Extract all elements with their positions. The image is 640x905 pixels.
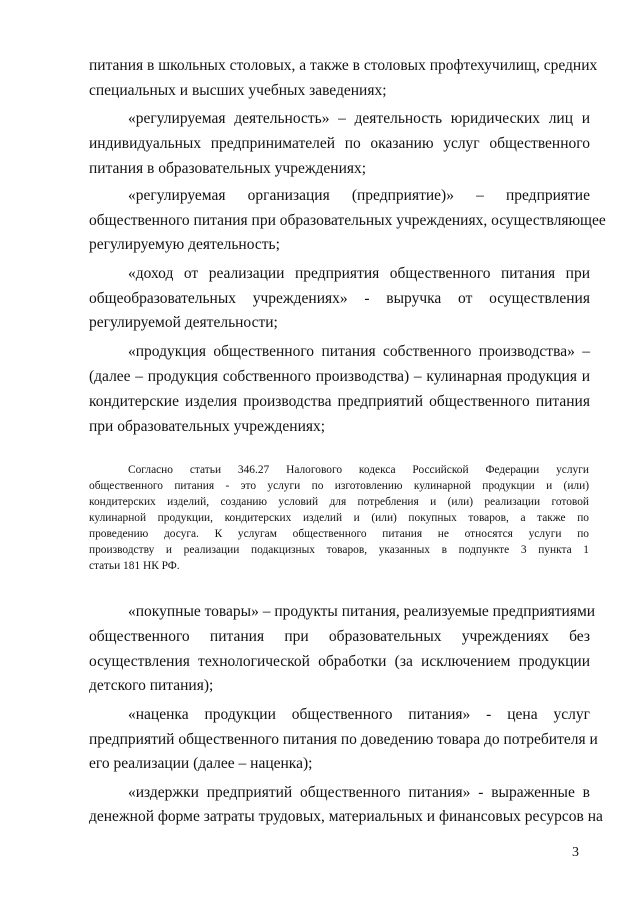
text-line: «регулируемая организация (предприятие)» – предприятие: [128, 187, 590, 204]
text-line: его реализации (далее – наценка);: [89, 755, 313, 772]
footnote-line: статьи 181 НК РФ.: [89, 560, 180, 572]
text-line: общественного питания при образовательных учреждениях, осуществляющее: [89, 212, 606, 229]
text-line: общеобразовательных учреждениях» - выручка от осуществления: [89, 290, 590, 307]
text-line: кондитерские изделия производства предприятий общественного питания: [89, 393, 590, 410]
text-line: (далее – продукция собственного производства) – кулинарная продукция и: [89, 368, 590, 385]
footnote-line: проведению досуга. К услугам общественного питания не относятся услуги по: [89, 528, 589, 540]
text-line: специальных и высших учебных заведениях;: [89, 82, 387, 99]
text-line: питания в образовательных учреждениях;: [89, 160, 367, 177]
text-line: при образовательных учреждениях;: [89, 418, 326, 435]
footnote-line: производству и реализации подакцизных товаров, указанных в подпункте 3 пункта 1: [89, 544, 589, 556]
text-line: «регулируемая деятельность» – деятельность юридических лиц и: [128, 110, 590, 127]
text-line: «издержки предприятий общественного питания» - выраженные в: [128, 784, 590, 801]
page-number: 3: [572, 845, 579, 860]
text-line: индивидуальных предпринимателей по оказанию услуг общественного: [89, 135, 590, 152]
text-line: «доход от реализации предприятия общественного питания при: [128, 265, 590, 282]
text-line: регулируемой деятельности;: [89, 314, 278, 331]
text-line: питания в школьных столовых, а также в столовых профтехучилищ, средних: [89, 57, 598, 74]
text-line: регулируемую деятельность;: [89, 236, 280, 253]
footnote-line: кондитерских изделий, созданию условий для потребления и (или) реализации готовой: [89, 496, 589, 508]
footnote-line: Согласно статьи 346.27 Налогового кодекса Российской Федерации услуги: [128, 464, 589, 476]
text-line: осуществления технологической обработки (за исключением продукции: [89, 653, 590, 670]
text-line: «продукция общественного питания собственного производства» –: [128, 343, 590, 360]
footnote-line: кулинарной продукции, кондитерских изделий и (или) покупных товаров, а также по: [89, 512, 589, 524]
text-line: детского питания);: [89, 677, 214, 694]
text-line: «наценка продукции общественного питания» - цена услуг: [128, 706, 590, 723]
text-line: общественного питания при образовательных учреждениях без: [89, 628, 590, 645]
text-line: денежной форме затраты трудовых, материальных и финансовых ресурсов на: [89, 808, 603, 825]
text-line: предприятий общественного питания по доведению товара до потребителя и: [89, 731, 598, 748]
footnote-line: общественного питания - это услуги по изготовлению кулинарной продукции и (или): [89, 480, 589, 492]
text-line: «покупные товары» – продукты питания, реализуемые предприятиями: [128, 603, 596, 620]
